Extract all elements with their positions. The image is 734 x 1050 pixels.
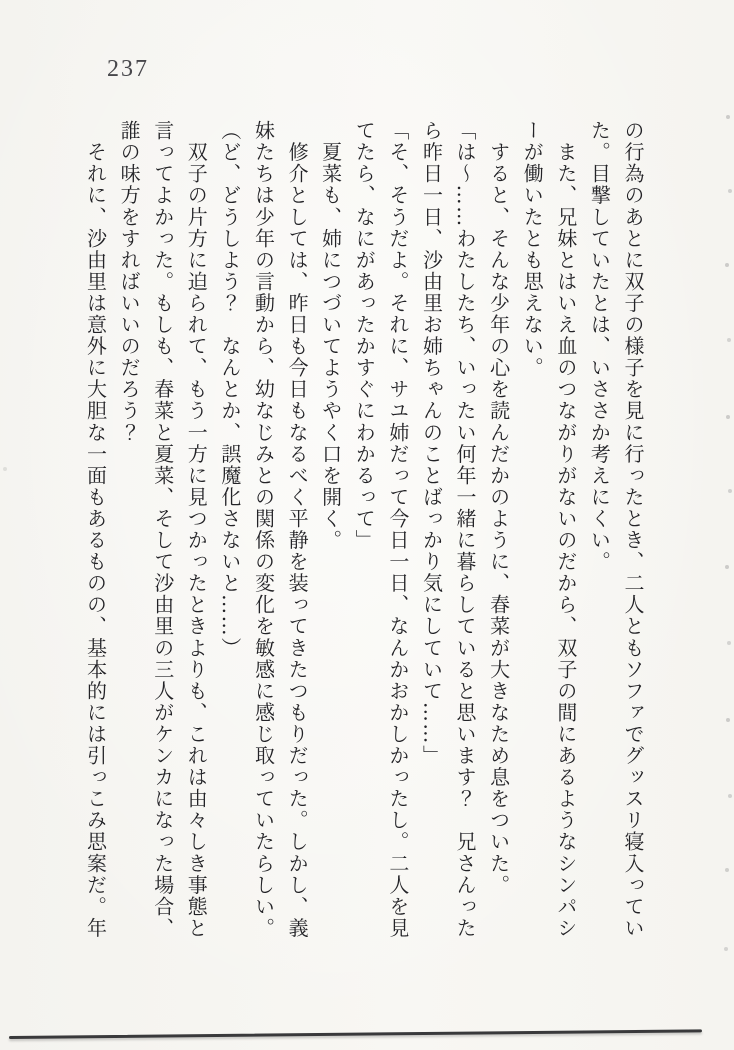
text-line: （ど、どうしよう？ なんとか、誤魔化さないと……） (217, 120, 242, 659)
text-line: 誰の味方をすればいいのだろう？ (117, 120, 142, 444)
text-line: ーが働いたとも思えない。 (520, 120, 545, 379)
page-number: 237 (107, 56, 149, 82)
text-line: た。目撃していたとは、いささか考えにくい。 (587, 120, 612, 573)
text-line: 言ってよかった。もしも、春菜と夏菜、そして沙由里の三人がケンカになった場合、 (150, 120, 175, 939)
scan-dust-speckles (0, 0, 2, 2)
text-line: 妹たちは少年の言動から、幼なじみとの関係の変化を敏感に感じ取っていたらしい。 (251, 120, 276, 939)
text-line: また、兄妹とはいえ血のつながりがないのだから、双子の間にあるようなシンパシ (553, 120, 578, 939)
text-line: 夏菜も、姉につづいてようやく口を開く。 (318, 120, 343, 551)
text-line: の行為のあとに双子の様子を見に行ったとき、二人ともソファでグッスリ寝入ってい (621, 120, 645, 939)
text-line: 双子の片方に迫られて、もう一方に見つかったときよりも、これは由々しき事態と (184, 120, 209, 939)
text-line: それに、沙由里は意外に大胆な一面もあるものの、基本的には引っこみ思案だ。年 (83, 120, 108, 939)
page-text (77, 120, 649, 948)
text-line: てたら、なにがあったかすぐにわかるって」 (352, 120, 377, 551)
text-line: 「は〜……わたしたち、いったい何年一緒に暮らしていると思います？ 兄さんった (453, 120, 478, 939)
text-line: 修介としては、昨日も今日もなるべく平静を装ってきたつもりだった。しかし、義 (285, 120, 310, 939)
text-line: 「そ、そうだよ。それに、サユ姉だって今日一日、なんかおかしかったし。二人を見 (385, 120, 410, 939)
text-line: ら昨日一日、沙由里お姉ちゃんのことばっかり気にしていて……」 (419, 120, 444, 767)
text-line: すると、そんな少年の心を読んだかのように、春菜が大きなため息をついた。 (486, 120, 511, 896)
page-bottom-edge (9, 1029, 702, 1039)
